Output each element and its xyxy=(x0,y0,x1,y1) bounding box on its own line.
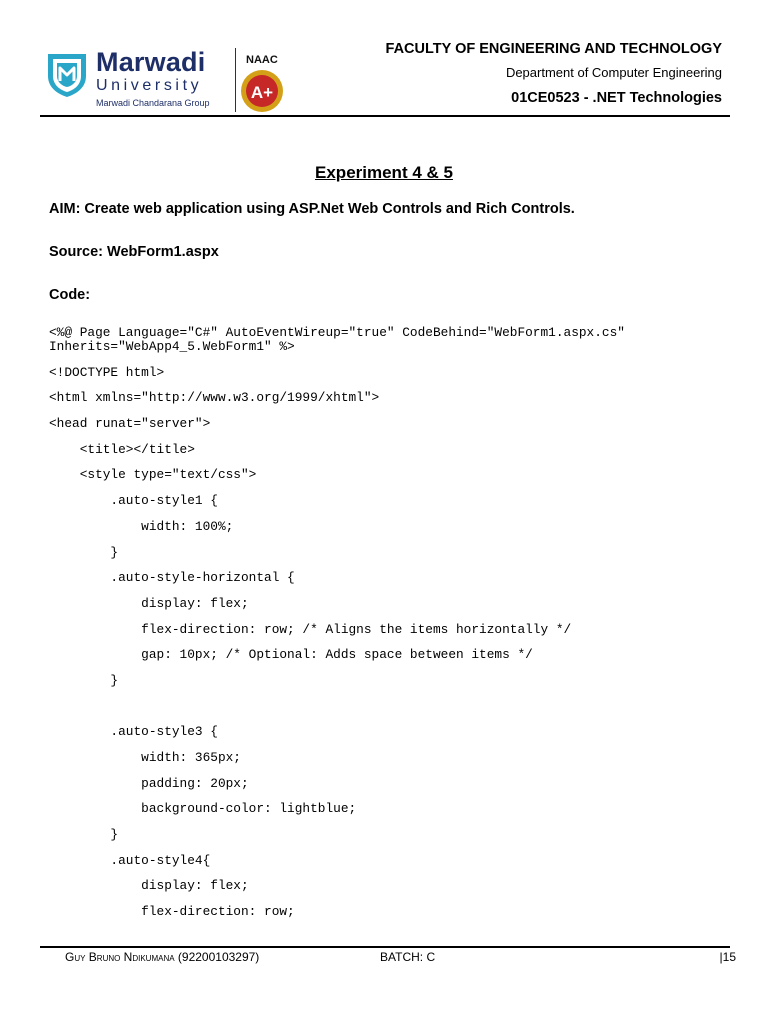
logo-divider xyxy=(235,48,236,112)
department-name: Department of Computer Engineering xyxy=(505,65,722,80)
code-line: background-color: lightblue; xyxy=(49,801,357,817)
code-line: .auto-style3 { xyxy=(49,724,218,740)
code-line: } xyxy=(49,827,119,843)
code-line: <%@ Page Language="C#" AutoEventWireup="true" CodeBehind="WebForm1.aspx.cs" xyxy=(49,325,625,340)
code-blank-line xyxy=(49,700,729,726)
code-block xyxy=(49,326,729,931)
code-line: .auto-style4{ xyxy=(49,852,211,868)
code-line: display: flex; xyxy=(49,878,249,894)
code-line: <title></title> xyxy=(49,441,195,457)
code-line: } xyxy=(49,672,119,688)
source-text: Source: WebForm1.aspx xyxy=(49,244,219,260)
naac-label: NAAC xyxy=(246,54,278,66)
code-line: <style type="text/css"> xyxy=(49,467,257,483)
code-line: display: flex; xyxy=(49,595,249,611)
experiment-title xyxy=(0,163,768,183)
footer-batch: BATCH: C xyxy=(380,950,436,964)
code-line: width: 100%; xyxy=(49,518,234,534)
university-shield-icon xyxy=(46,50,88,98)
footer-student-name: Guy Bruno Ndikumana (92200103297) xyxy=(65,950,260,964)
code-line: width: 365px; xyxy=(49,750,241,765)
code-line: gap: 10px; /* Optional: Adds space between items */ xyxy=(49,647,533,663)
header-titles xyxy=(386,40,722,107)
code-heading: Code: xyxy=(49,287,91,303)
footer-rule xyxy=(40,946,730,948)
code-line: flex-direction: row; xyxy=(49,904,295,920)
code-line: Inherits="WebApp4_5.WebForm1" %> xyxy=(49,339,295,354)
experiment-title-text: Experiment 4 & 5 xyxy=(315,163,453,182)
naac-grade: A+ xyxy=(250,83,274,102)
aim-text: AIM: Create web application using ASP.Net Web Controls and Rich Controls. xyxy=(49,201,575,217)
logo-name: Marwadi xyxy=(96,47,206,77)
faculty-name: FACULTY OF ENGINEERING AND TECHNOLOGY xyxy=(385,41,722,57)
course-name: 01CE0523 - .NET Technologies xyxy=(511,90,722,106)
header-rule xyxy=(40,115,730,117)
code-line: <html xmlns="http://www.w3.org/1999/xhtml"> xyxy=(49,390,380,406)
code-line: <head runat="server"> xyxy=(49,416,211,432)
university-logo xyxy=(46,44,286,110)
code-line: } xyxy=(49,544,119,560)
code-line: flex-direction: row; /* Aligns the items horizontally */ xyxy=(49,621,572,637)
code-line: .auto-style1 { xyxy=(49,493,218,509)
code-line: .auto-style-horizontal { xyxy=(49,570,295,586)
code-line: padding: 20px; xyxy=(49,775,249,791)
page-header xyxy=(40,36,730,116)
footer-page-number: |15 xyxy=(719,950,736,964)
naac-badge-icon xyxy=(239,68,285,114)
logo-group: Marwadi Chandarana Group xyxy=(96,98,210,108)
logo-university: University xyxy=(96,77,203,94)
code-line: <!DOCTYPE html> xyxy=(49,364,165,380)
